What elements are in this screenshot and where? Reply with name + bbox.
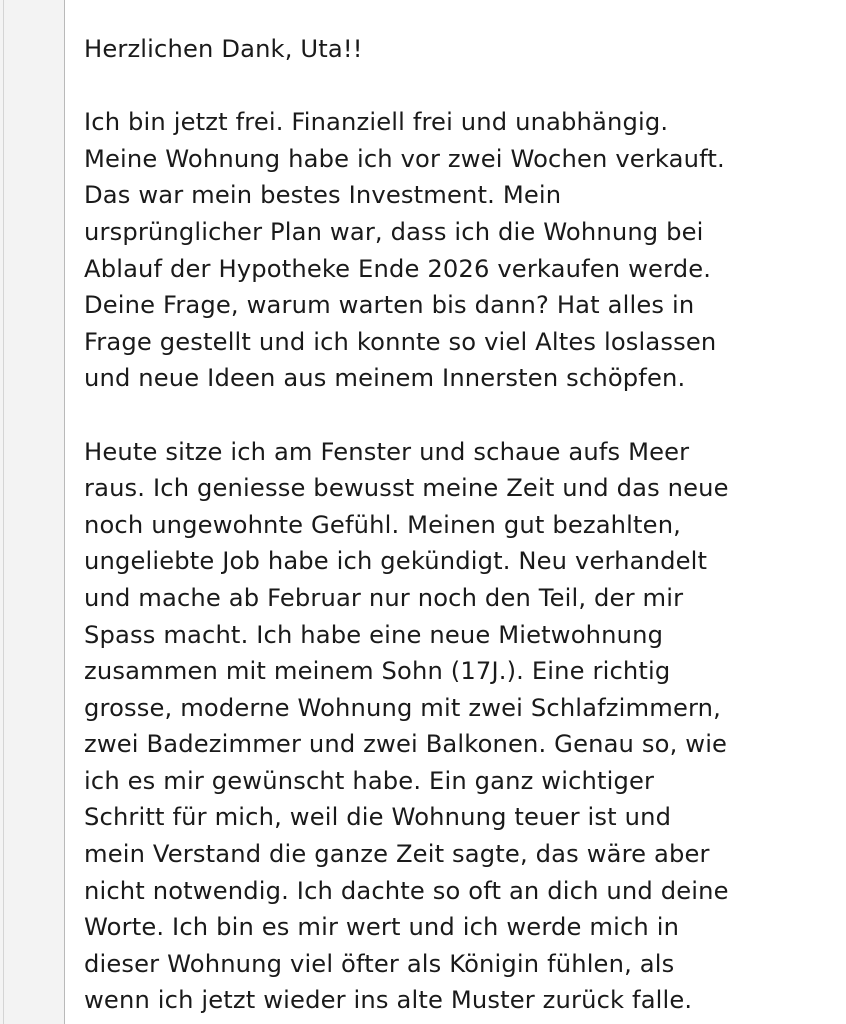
text-line: raus. Ich geniesse bewusst meine Zeit und das neue [84, 474, 729, 503]
paragraph-2 [84, 434, 834, 1020]
left-edge-line [3, 0, 4, 1024]
paragraph-gap [84, 397, 834, 434]
text-line: Worte. Ich bin es mir wert und ich werde mich in [84, 913, 680, 942]
paragraph-gap [84, 68, 834, 105]
left-margin-strip [0, 0, 64, 1024]
text-line: Spass macht. Ich habe eine neue Mietwohnung [84, 620, 664, 649]
text-line: Ich bin jetzt frei. Finanziell frei und unabhängig. [84, 108, 669, 137]
email-body [84, 31, 834, 1019]
text-line: noch ungewohnte Gefühl. Meinen gut bezahlten, [84, 510, 682, 539]
text-line: grosse, moderne Wohnung mit zwei Schlafzimmern, [84, 693, 721, 722]
text-line: wenn ich jetzt wieder ins alte Muster zurück falle. [84, 986, 693, 1015]
text-line: Ablauf der Hypotheke Ende 2026 verkaufen werde. [84, 254, 712, 283]
text-line: Meine Wohnung habe ich vor zwei Wochen verkauft. [84, 144, 725, 173]
text-line: ich es mir gewünscht habe. Ein ganz wichtiger [84, 766, 655, 795]
text-line: mein Verstand die ganze Zeit sagte, das wäre aber [84, 840, 710, 869]
message-border-line [64, 0, 65, 1024]
text-line: Deine Frage, warum warten bis dann? Hat alles in [84, 291, 695, 320]
text-line: und neue Ideen aus meinem Innersten schöpfen. [84, 364, 686, 393]
text-line: Das war mein bestes Investment. Mein [84, 181, 562, 210]
text-line: Frage gestellt und ich konnte so viel Altes loslassen [84, 327, 717, 356]
paragraph-1 [84, 104, 834, 397]
text-line: ungeliebte Job habe ich gekündigt. Neu verhandelt [84, 547, 708, 576]
text-line: zusammen mit meinem Sohn (17J.). Eine richtig [84, 657, 671, 686]
text-line: dieser Wohnung viel öfter als Königin fühlen, als [84, 949, 675, 978]
text-line: Heute sitze ich am Fenster und schaue aufs Meer [84, 437, 690, 466]
text-line: und mache ab Februar nur noch den Teil, der mir [84, 583, 684, 612]
text-line: Schritt für mich, weil die Wohnung teuer ist und [84, 803, 672, 832]
greeting-line: Herzlichen Dank, Uta!! [84, 35, 363, 63]
text-line: ursprünglicher Plan war, dass ich die Wohnung bei [84, 217, 704, 246]
text-line: zwei Badezimmer und zwei Balkonen. Genau so, wie [84, 730, 728, 759]
text-line: nicht notwendig. Ich dachte so oft an dich und deine [84, 876, 729, 905]
